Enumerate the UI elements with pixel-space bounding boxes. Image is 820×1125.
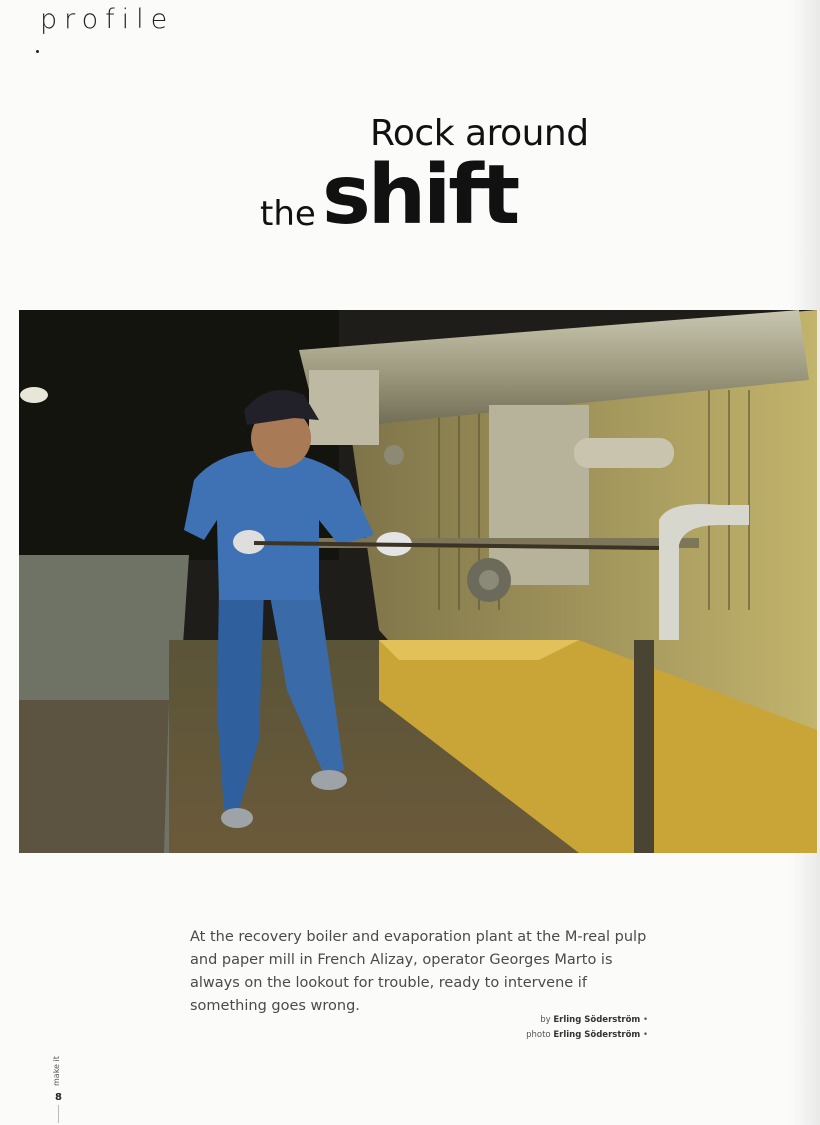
page-number: 8 bbox=[55, 1092, 62, 1103]
magazine-name: make it bbox=[52, 1056, 61, 1086]
author-credit-name: Erling Söderström bbox=[553, 1015, 641, 1025]
headline-line1: Rock around bbox=[370, 113, 589, 154]
photo-credit: photo Erling Söderström • bbox=[526, 1030, 648, 1040]
caption-text: At the recovery boiler and evaporation plant at the M-real pulp and paper mill in French Alizay, operator Georges Marto is always on the lookout for trouble, ready to intervene if something goes wrong. bbox=[190, 929, 647, 1014]
author-credit-role: by bbox=[540, 1015, 551, 1025]
section-label bbox=[40, 4, 189, 66]
section-dot bbox=[36, 50, 39, 53]
headline-prefix: the bbox=[260, 194, 316, 234]
margin-tick bbox=[58, 1105, 59, 1123]
section-label-text: profile bbox=[40, 4, 175, 35]
author-credit: by Erling Söderström • bbox=[540, 1015, 648, 1025]
photo-credit-role: photo bbox=[526, 1030, 551, 1040]
feature-photo bbox=[19, 310, 817, 853]
photo-credit-name: Erling Söderström bbox=[553, 1030, 641, 1040]
headline-emphasis: shift bbox=[322, 148, 518, 243]
